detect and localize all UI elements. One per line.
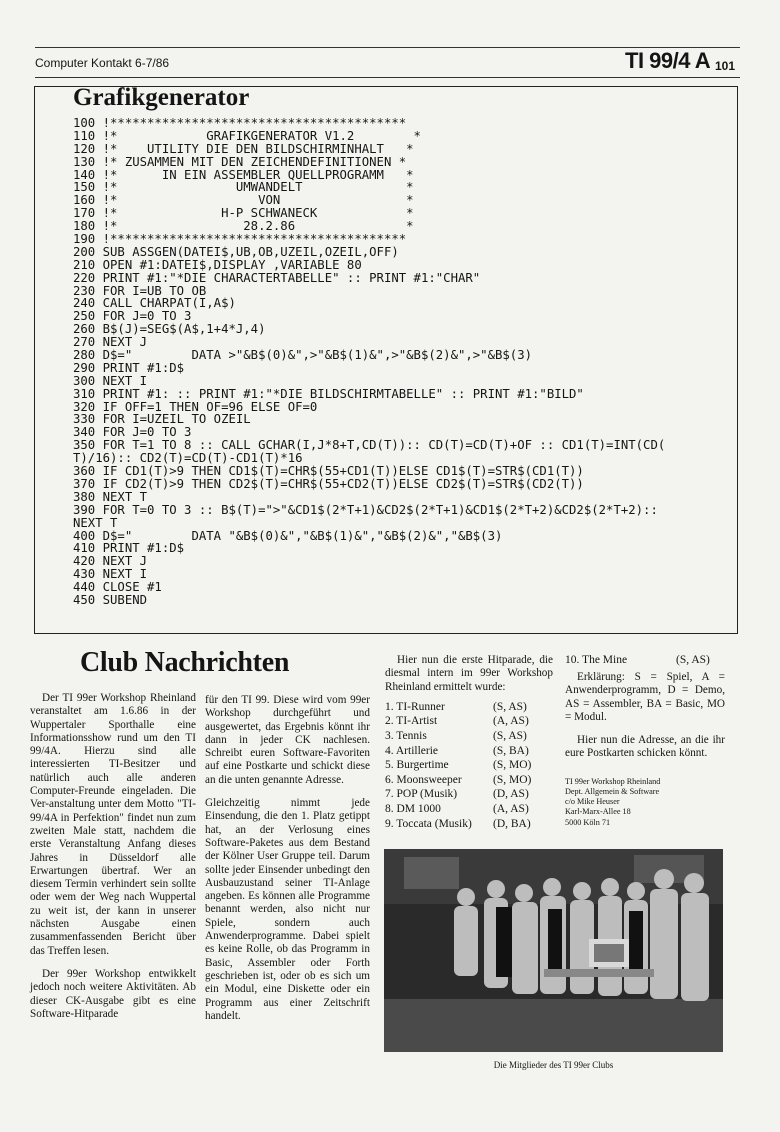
- header-rule-bottom: [35, 77, 740, 78]
- magazine-issue: Computer Kontakt 6-7/86: [35, 56, 170, 70]
- article-column-1: [30, 692, 196, 1031]
- hitparade-category: (S, AS): [493, 730, 527, 743]
- hitparade-category: (S, BA): [493, 744, 529, 757]
- hitparade-list: [385, 700, 553, 831]
- hitparade-title: 10. The Mine: [565, 654, 628, 666]
- code-line: 440 CLOSE #1: [73, 581, 162, 594]
- article-column-4: [565, 654, 725, 828]
- code-line: 250 FOR J=0 TO 3: [73, 310, 192, 324]
- program-listing: [73, 117, 737, 607]
- article-column-2: [205, 694, 370, 1033]
- code-line: 270 NEXT J: [73, 336, 148, 350]
- club-group-photo: [384, 849, 723, 1052]
- code-line: 240 CALL CHARPAT(I,A$): [73, 297, 236, 311]
- address-line: Karl-Marx-Allee 18: [565, 807, 631, 817]
- code-line: 170 !* H-P SCHWANECK *: [73, 207, 414, 221]
- postal-address: [565, 777, 725, 828]
- hitparade-title: 7. POP (Musik): [385, 788, 458, 801]
- hitparade-entry: [385, 700, 553, 715]
- code-line: 190 !****************************************: [73, 233, 407, 246]
- hitparade-entry: [385, 817, 553, 832]
- code-line: 140 !* IN EIN ASSEMBLER QUELLPROGRAMM *: [73, 168, 414, 182]
- section-title: TI 99/4 A: [625, 48, 711, 73]
- code-line: 310 PRINT #1: :: PRINT #1:"*DIE BILDSCHIRMTABELLE" :: PRINT #1:"BILD": [73, 387, 584, 401]
- hitparade-category: (A, AS): [493, 715, 529, 728]
- code-line: 100 !****************************************: [73, 117, 407, 130]
- address-line: Dept. Allgemein & Software: [565, 786, 660, 796]
- hitparade-entry: [385, 714, 553, 729]
- address-line: 5000 Köln 71: [565, 817, 611, 827]
- code-line: 260 B$(J)=SEG$(A$,1+4*J,4): [73, 323, 266, 337]
- code-line: 320 IF OFF=1 THEN OF=96 ELSE OF=0: [73, 400, 318, 414]
- hitparade-title: 8. DM 1000: [385, 803, 441, 816]
- code-line: 220 PRINT #1:"*DIE CHARACTERTABELLE" :: PRINT #1:"CHAR": [73, 271, 481, 285]
- code-line: 400 D$=" DATA "&B$(0)&","&B$(1)&","&B$(2)&","&B$(3): [73, 529, 503, 543]
- page-number: 101: [715, 59, 736, 73]
- code-line: 230 FOR I=UB TO OB: [73, 284, 207, 298]
- code-line: 410 PRINT #1:D$: [73, 542, 185, 556]
- code-line: 120 !* UTILITY DIE DEN BILDSCHIRMINHALT *: [73, 142, 414, 156]
- hitparade-title: 9. Toccata (Musik): [385, 817, 472, 830]
- hitparade-entry: [385, 787, 553, 802]
- code-line: 370 IF CD2(T)>9 THEN CD2$(T)=CHR$(55+CD2(T))ELSE CD2$(T)=STR$(CD2(T)): [73, 477, 584, 491]
- article-paragraph: Der 99er Workshop entwikkelt jedoch noch weitere Aktivitäten. Ab dieser CK-Ausgabe gibt es eine Software-Hitparade: [30, 967, 196, 1020]
- hitparade-title: 2. TI-Artist: [385, 715, 438, 728]
- hitparade-title: 1. TI-Runner: [385, 700, 445, 713]
- hitparade-category: (S, MO): [493, 759, 532, 772]
- address-line: c/o Mike Heuser: [565, 797, 620, 807]
- legend-text: Erklärung: S = Spiel, A = Anwenderprogramm, D = Demo, AS = Assembler, BA = Basic, MO = Modul.: [565, 671, 725, 723]
- code-line: 330 FOR I=UZEIL TO OZEIL: [73, 413, 251, 427]
- hitparade-entry: [385, 773, 553, 788]
- code-line: 130 !* ZUSAMMEN MIT DEN ZEICHENDEFINITIONEN *: [73, 155, 407, 169]
- code-line: 150 !* UMWANDELT *: [73, 181, 414, 195]
- hitparade-entry: [385, 729, 553, 744]
- address-line: TI 99er Workshop Rheinland: [565, 776, 661, 786]
- code-line: 280 D$=" DATA >"&B$(0)&",>"&B$(1)&",>"&B$(2)&",>"&B$(3): [73, 349, 533, 362]
- hitparade-entry: [385, 744, 553, 759]
- photo-caption: Die Mitglieder des TI 99er Clubs: [493, 1060, 614, 1070]
- hitparade-category: (S, MO): [493, 773, 532, 786]
- club-news-title: Club Nachrichten: [80, 647, 290, 678]
- hitparade-entry: [565, 654, 725, 668]
- code-line: 290 PRINT #1:D$: [73, 361, 185, 375]
- code-line: 340 FOR J=0 TO 3: [73, 426, 192, 440]
- code-line: 360 IF CD1(T)>9 THEN CD1$(T)=CHR$(55+CD1(T))ELSE CD1$(T)=STR$(CD1(T)): [73, 465, 584, 478]
- article-paragraph: für den TI 99. Diese wird vom 99er Workshop durchgeführt und ausgewertet, das Ergebnis könnt ihr dann in jeder CK nachlesen. Schreibt euren Software-Favoriten auf eine Postkarte und schickt diese an die unten genannte Adresse.: [205, 694, 370, 786]
- code-line: 160 !* VON *: [73, 194, 414, 208]
- article-column-3: [385, 654, 553, 831]
- hitparade-title: 4. Artillerie: [385, 744, 439, 757]
- hitparade-category: (A, AS): [493, 803, 529, 816]
- article-paragraph: Gleichzeitig nimmt jede Einsendung, die den 1. Platz getippt hat, an der Verlosung eines Software-Paketes aus dem Bestand der Kölner User Gruppe teil. Darum sollte jeder Einsender unbedingt den Ausbauzustand seiner TI-Anlage angeben. Es können alle Programme benannt werden, also nicht nur Spiele, sondern auch Anwenderprogramme. Dabei spielt es keine Rolle, ob das Programm in Basic, Assembler oder Forth geschrieben ist, oder ob es sich um ein Modul, eine Diskette oder ein Programm aus einer Zeitschrift handelt.: [205, 797, 370, 1022]
- hitparade-category: (S, AS): [493, 700, 527, 713]
- listing-title: Grafikgenerator: [73, 84, 250, 111]
- hitparade-title: 3. Tennis: [385, 730, 427, 743]
- hitparade-category: (S, AS): [676, 654, 710, 666]
- address-intro: Hier nun die Adresse, an die ihr eure Postkarten schicken könnt.: [565, 734, 725, 760]
- hitparade-intro: Hier nun die erste Hitparade, die diesmal intern im 99er Workshop Rheinland ermittelt wurde:: [385, 654, 553, 693]
- code-line: 180 !* 28.2.86 *: [73, 220, 414, 234]
- code-line: 450 SUBEND: [73, 593, 148, 607]
- program-listing-box: [34, 86, 738, 634]
- hitparade-entry: [385, 802, 553, 817]
- code-line: 110 !* GRAFIKGENERATOR V1.2 *: [73, 129, 421, 143]
- hitparade-category: (D, AS): [493, 788, 529, 801]
- code-line: 300 NEXT I: [73, 374, 148, 388]
- code-line: 390 FOR T=0 TO 3 :: B$(T)=">"&CD1$(2*T+1)&CD2$(2*T+1)&CD1$(2*T+2)&CD2$(2*T+2)::: [73, 503, 658, 517]
- hitparade-category: (D, BA): [493, 817, 531, 830]
- code-line: 210 OPEN #1:DATEI$,DISPLAY ,VARIABLE 80: [73, 258, 362, 272]
- code-line: T)/16):: CD2(T)=CD(T)-CD1(T)*16: [73, 452, 303, 466]
- hitparade-title: 5. Burgertime: [385, 759, 449, 772]
- code-line: 380 NEXT T: [73, 490, 148, 504]
- code-line: 430 NEXT I: [73, 568, 148, 582]
- code-line: 420 NEXT J: [73, 555, 148, 569]
- hitparade-entry: [385, 758, 553, 773]
- group-photo-illustration: [384, 849, 723, 1052]
- page-header: [35, 44, 740, 78]
- code-line: 350 FOR T=1 TO 8 :: CALL GCHAR(I,J*8+T,CD(T)):: CD(T)=CD(T)+OF :: CD1(T)=INT(CD(: [73, 439, 666, 453]
- article-paragraph: Der TI 99er Workshop Rheinland veranstaltet am 1.6.86 in der Wuppertaler Sporthalle eine Informationsshow rund um den TI 99/4A. Hierzu sind alle interessierten TI-Besitzer und natürlich auch alle anderen Computer-Freunde eingeladen. Die Ver-anstaltung unter dem Motto "TI-99/4A in Perfektion" findet nun zum zweiten Male statt, nachdem die erste Veranstaltung Anfang dieses Jahres in Düsseldorf alle Erwartungen übertraf. Wer an diesem Termin verhindert sein sollte oder wem der Weg nach Wuppertal zu weit ist, der kann in unserer nächsten Ausgabe einen zusammenfassenden Bericht über das Treffen lesen.: [30, 692, 196, 957]
- code-line: 200 SUB ASSGEN(DATEI$,UB,OB,UZEIL,OZEIL,OFF): [73, 245, 399, 259]
- hitparade-title: 6. Moonsweeper: [385, 773, 462, 786]
- code-line: NEXT T: [73, 516, 118, 530]
